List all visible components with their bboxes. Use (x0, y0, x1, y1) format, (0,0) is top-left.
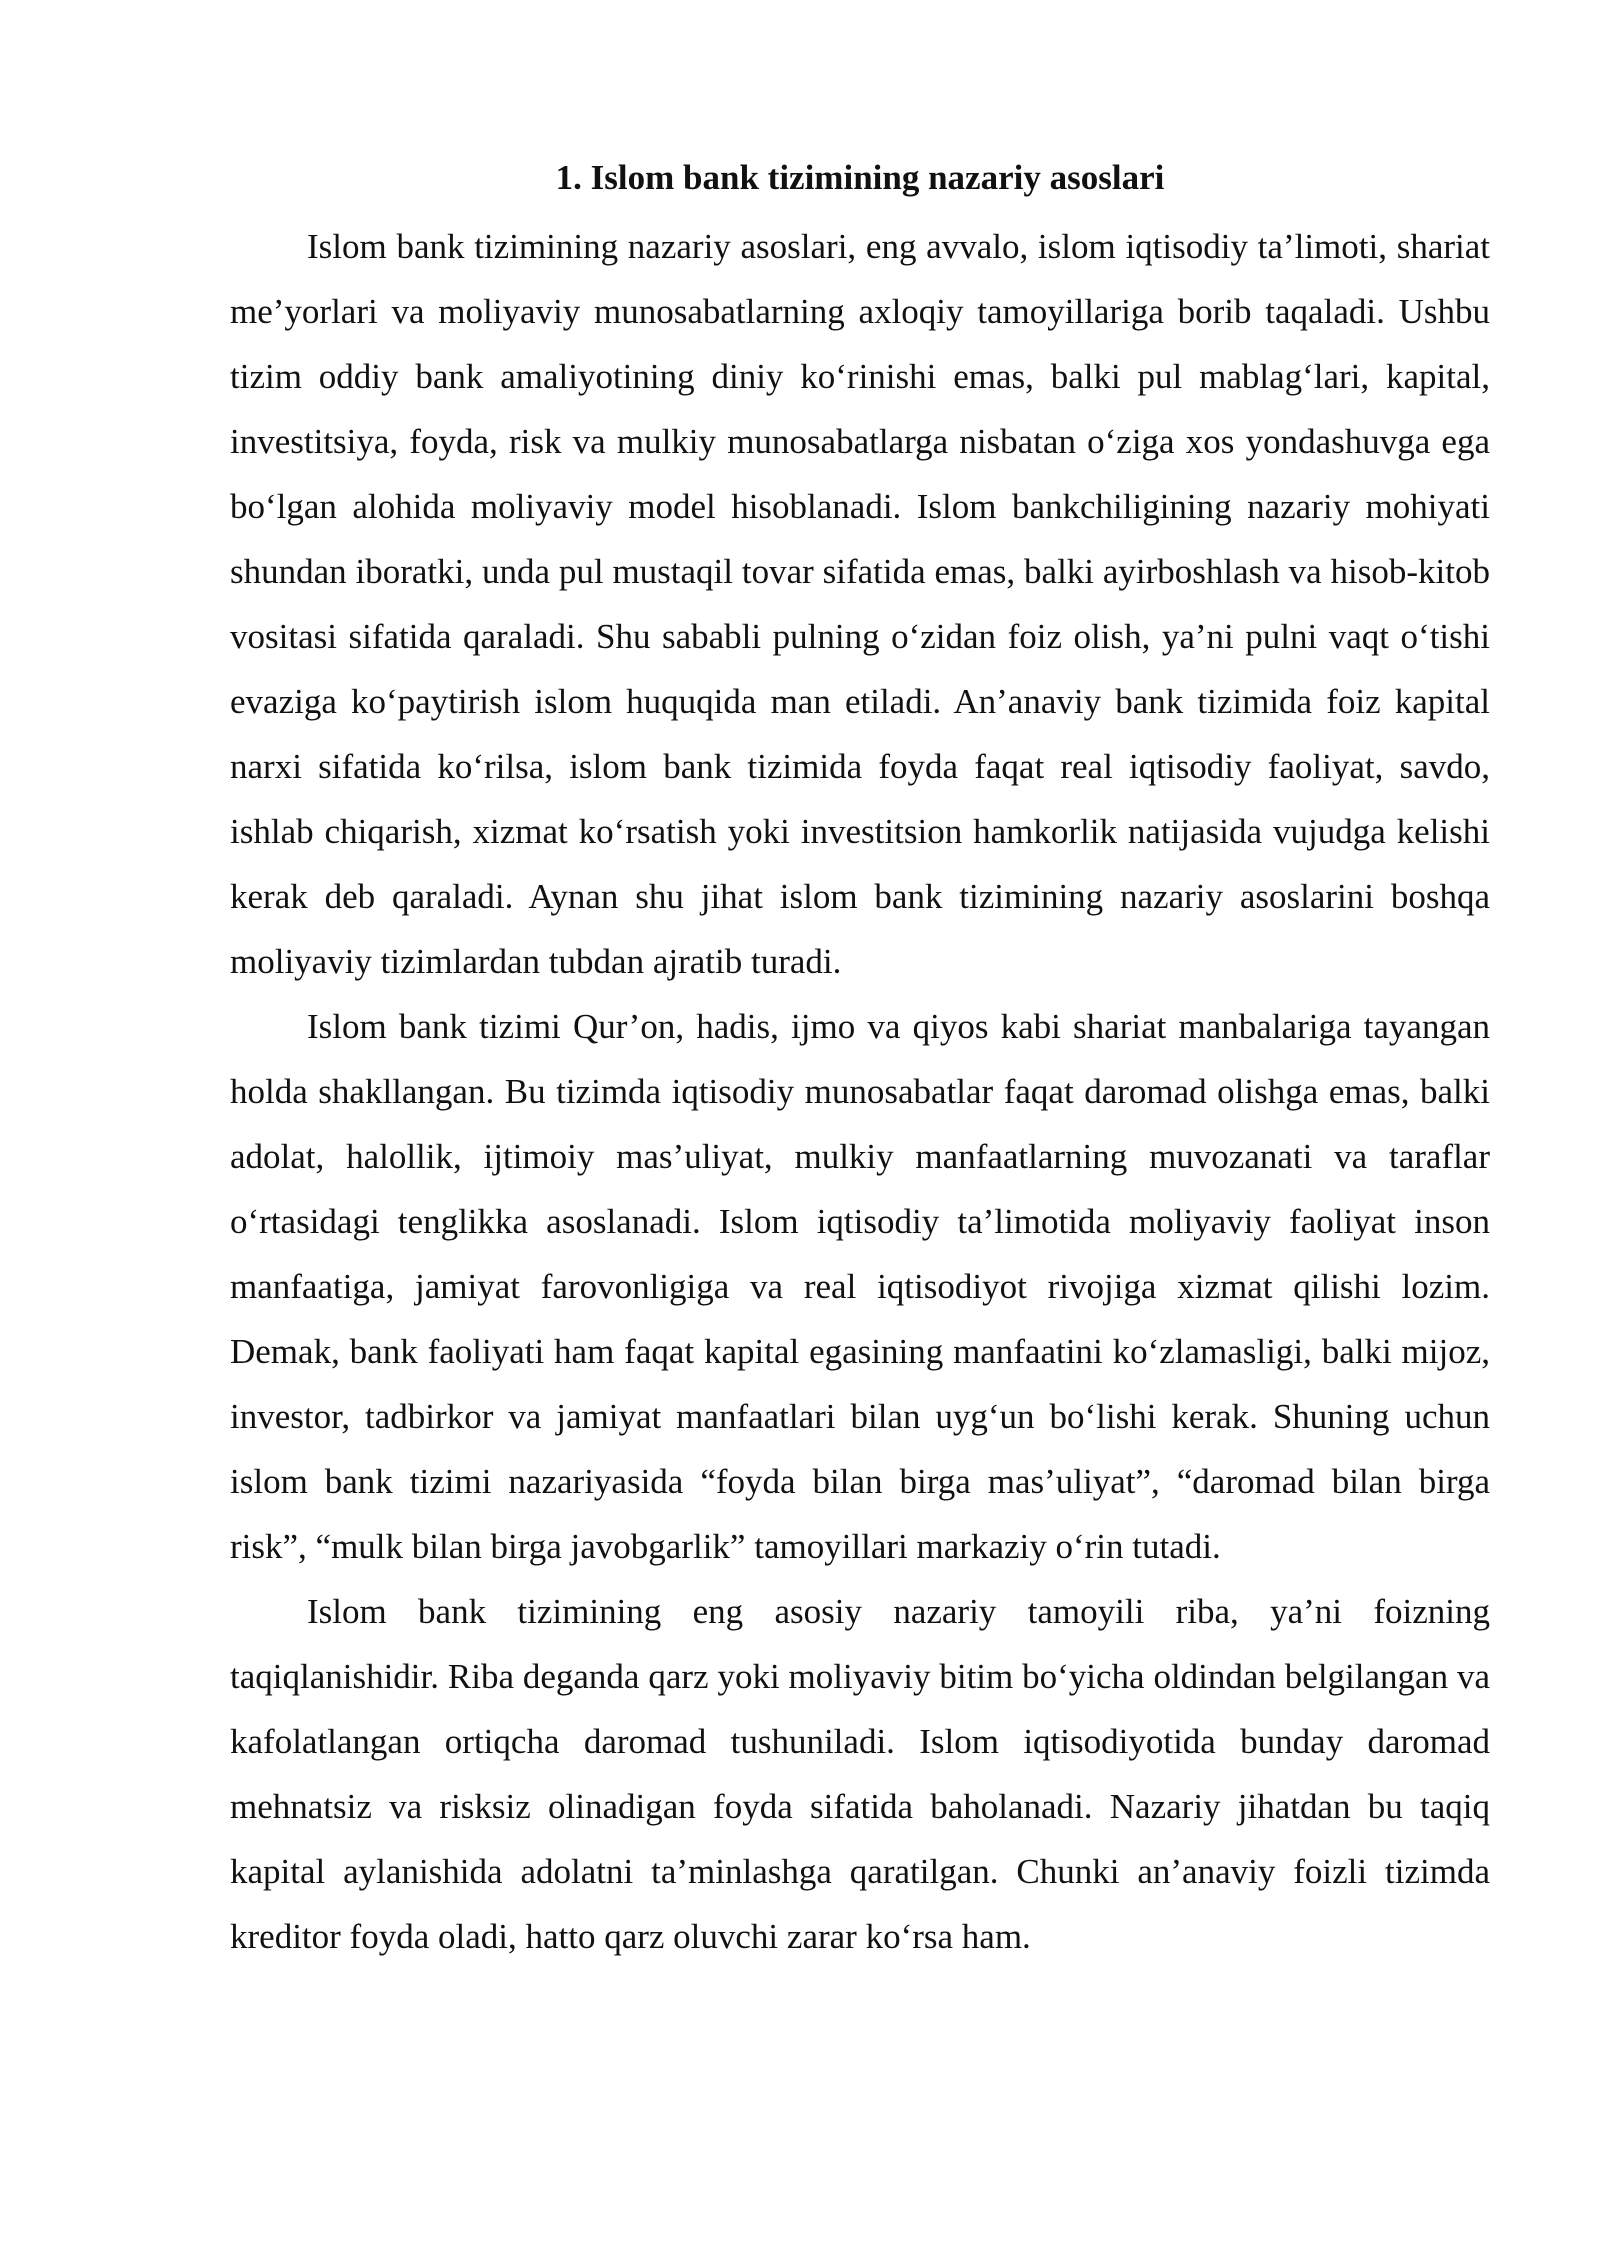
body-paragraph: Islom bank tizimining nazariy asoslari, eng avvalo, islom iqtisodiy ta’limoti, shariat me’yorlari va moliyaviy munosabatlarning axloqiy tamoyillariga borib taqaladi. Ushbu tizim oddiy bank amaliyotining diniy ko‘rinishi emas, balki pul mablag‘lari, kapital, investitsiya, foyda, risk va mulkiy munosabatlarga nisbatan o‘ziga xos yondashuvga ega bo‘lgan alohida moliyaviy model hisoblanadi. Islom bankchiligining nazariy mohiyati shundan iboratki, unda pul mustaqil tovar sifatida emas, balki ayirboshlash va hisob-kitob vositasi sifatida qaraladi. Shu sababli pulning o‘zidan foiz olish, ya’ni pulni vaqt o‘tishi evaziga ko‘paytirish islom huquqida man etiladi. An’anaviy bank tizimida foiz kapital narxi sifatida ko‘rilsa, islom bank tizimida foyda faqat real iqtisodiy faoliyat, savdo, ishlab chiqarish, xizmat ko‘rsatish yoki investitsion hamkorlik natijasida vujudga kelishi kerak deb qaraladi. Aynan shu jihat islom bank tizimining nazariy asoslarini boshqa moliyaviy tizimlardan tubdan ajratib turadi. (230, 227, 1490, 981)
body-paragraph: Islom bank tizimi Qur’on, hadis, ijmo va qiyos kabi shariat manbalariga tayangan holda shakllangan. Bu tizimda iqtisodiy munosabatlar faqat daromad olishga emas, balki adolat, halollik, ijtimoiy mas’uliyat, mulkiy manfaatlarning muvozanati va taraflar o‘rtasidagi tenglikka asoslanadi. Islom iqtisodiy ta’limotida moliyaviy faoliyat inson manfaatiga, jamiyat farovonligiga va real iqtisodiyot rivojiga xizmat qilishi lozim. Demak, bank faoliyati ham faqat kapital egasining manfaatini ko‘zlamasligi, balki mijoz, investor, tadbirkor va jamiyat manfaatlari bilan uyg‘un bo‘lishi kerak. Shuning uchun islom bank tizimi nazariyasida “foyda bilan birga mas’uliyat”, “daromad bilan birga risk”, “mulk bilan birga javobgarlik” tamoyillari markaziy o‘rin tutadi. (230, 1007, 1490, 1566)
body-paragraph: Islom bank tizimining eng asosiy nazariy tamoyili riba, ya’ni foizning taqiqlanishidir. Riba deganda qarz yoki moliyaviy bitim bo‘yicha oldindan belgilangan va kafolatlangan ortiqcha daromad tushuniladi. Islom iqtisodiyotida bunday daromad mehnatsiz va risksiz olinadigan foyda sifatida baholanadi. Nazariy jihatdan bu taqiq kapital aylanishida adolatni ta’minlashga qaratilgan. Chunki an’anaviy foizli tizimda kreditor foyda oladi, hatto qarz oluvchi zarar ko‘rsa ham. (230, 1592, 1490, 1956)
document-page (230, 150, 1490, 1969)
section-heading: 1. Islom bank tizimining nazariy asoslari (555, 158, 1165, 197)
